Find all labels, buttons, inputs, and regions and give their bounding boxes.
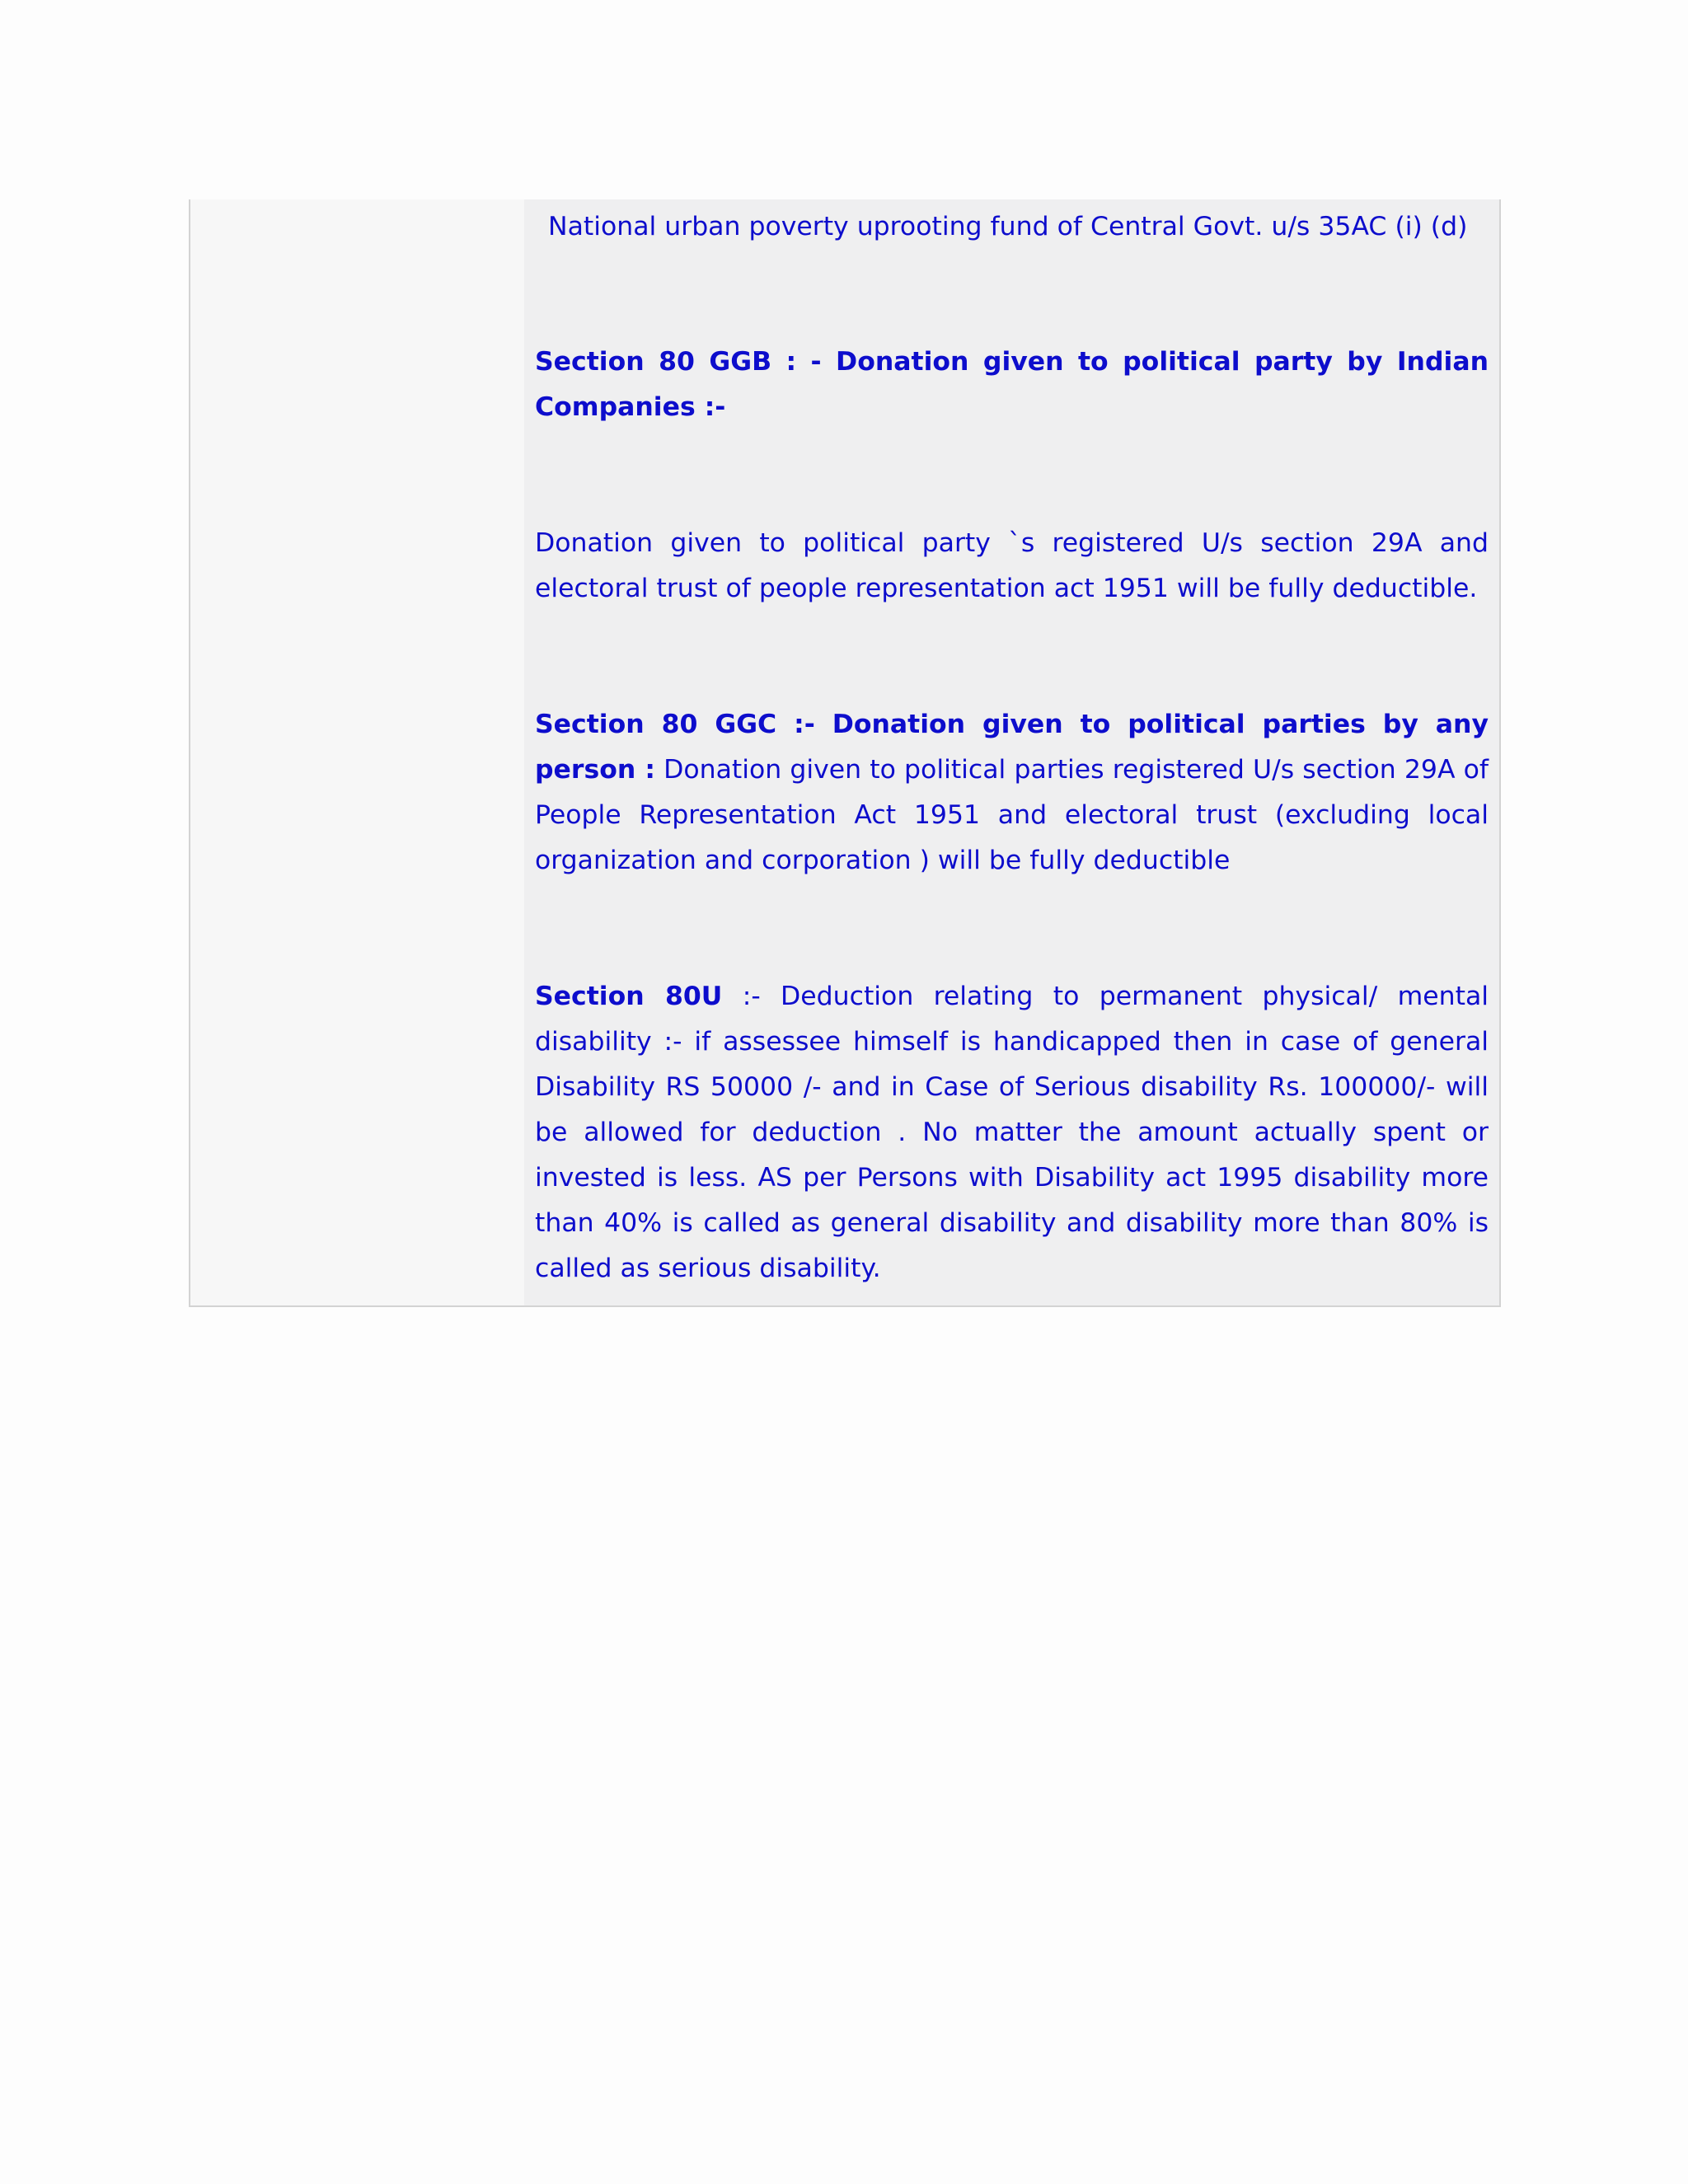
section-80u-paragraph <box>535 974 1489 1291</box>
section-80ggb-title: Section 80 GGB : - Donation given to political party by Indian Companies :- <box>535 347 1489 422</box>
section-80ggb-body: Donation given to political party `s registered U/s section 29A and electoral trust of people representation act 1951 will be fully deductible. <box>535 528 1489 603</box>
table-right-column <box>524 199 1499 1305</box>
fund-line: National urban poverty uprooting fund of Central Govt. u/s 35AC (i) (d) <box>548 212 1468 241</box>
section-80ggc-body: Donation given to political parties registered U/s section 29A of People Representation Act 1951 and electoral trust (excluding local organization and corporation ) will be fully deductible <box>535 755 1489 875</box>
table-left-column <box>190 199 524 1305</box>
section-80u-title: Section 80U <box>535 982 723 1011</box>
section-80ggb-heading <box>535 340 1489 430</box>
section-80ggc-paragraph <box>535 702 1489 883</box>
content-table <box>189 199 1501 1307</box>
section-80u-body: :- Deduction relating to permanent physical/ mental disability :- if assessee himself is handicapped then in case of general Disability RS 50000 /- and in Case of Serious disability Rs. 100000/- will be allowed for deduction . No matter the amount actually spent or invested is less. AS per Persons with Disability act 1995 disability more than 40% is called as general disability and disability more than 80% is called as serious disability. <box>535 982 1489 1283</box>
section-80ggc-title: Section 80 GGC :- Donation given to political parties by any person : <box>535 710 1489 785</box>
